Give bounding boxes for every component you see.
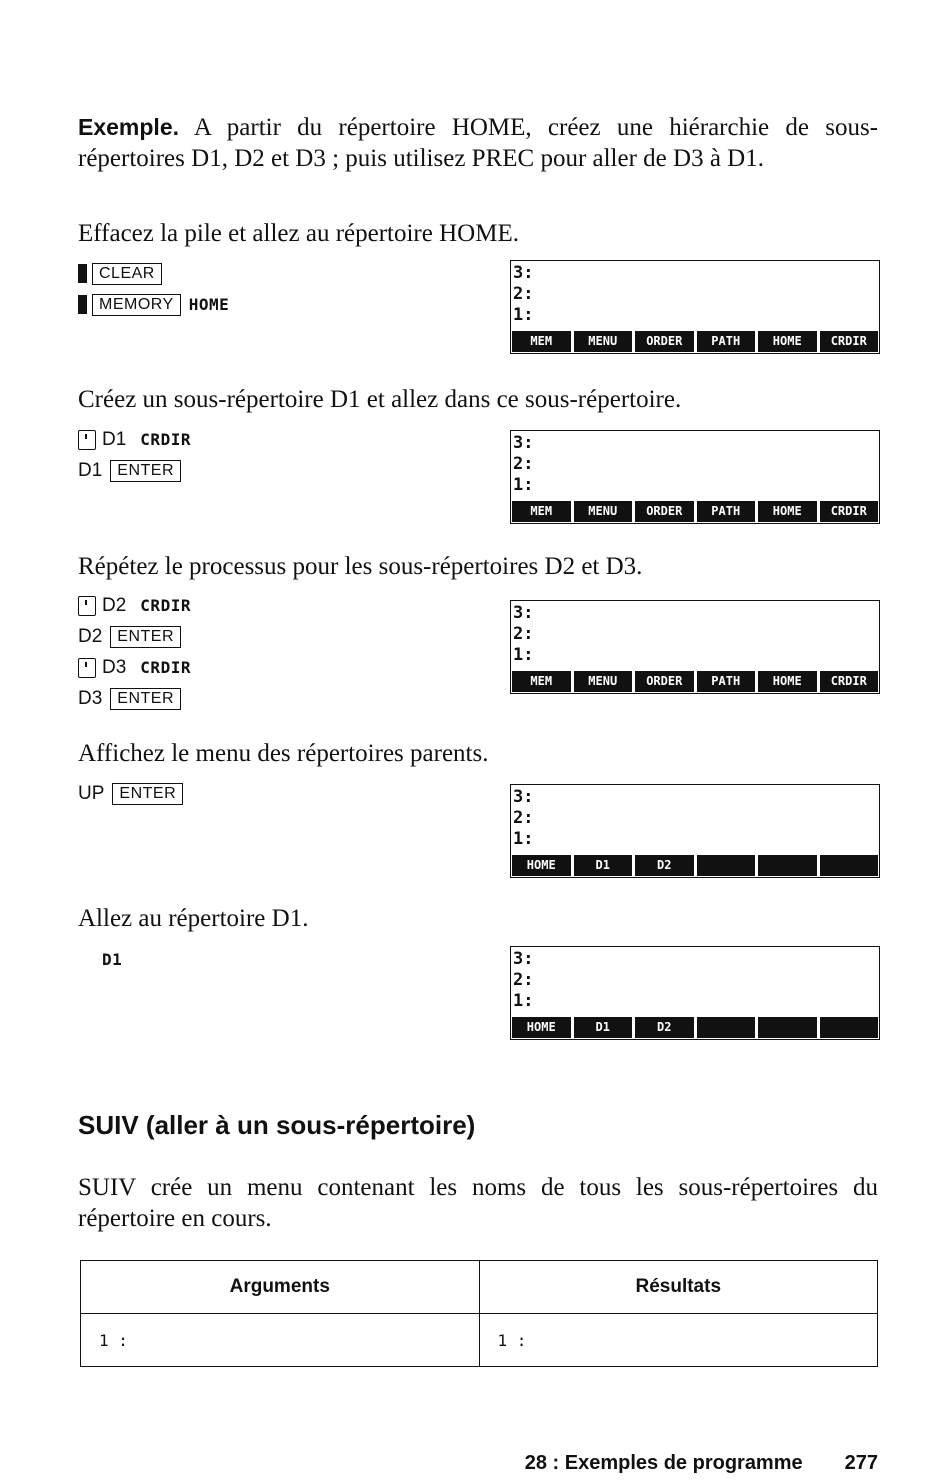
stack-level-1: 1: — [513, 475, 534, 495]
step-3-instruction: Répétez le processus pour les sous-répertoires D2 et D3. — [78, 553, 643, 580]
calculator-screen — [510, 260, 880, 354]
table-row — [81, 1314, 878, 1367]
soft-key: ORDER — [635, 671, 694, 692]
stack-level-2: 2: — [513, 454, 534, 474]
soft-key: ORDER — [635, 331, 694, 352]
soft-key: D1 — [574, 855, 633, 876]
stack-level-3: 3: — [513, 949, 534, 969]
keystroke-line — [78, 590, 191, 621]
soft-key: MENU — [574, 501, 633, 522]
example-lead: Exemple. — [78, 114, 179, 140]
memory-key: MEMORY — [92, 294, 181, 316]
keystroke-line — [78, 683, 191, 714]
stack-level-2: 2: — [513, 808, 534, 828]
typed-text: D3 — [102, 656, 127, 678]
soft-key: PATH — [697, 671, 756, 692]
menu-key-label: CRDIR — [140, 596, 191, 615]
soft-key: D2 — [635, 1017, 694, 1038]
stack-level-3: 3: — [513, 433, 534, 453]
soft-key: MEM — [512, 501, 571, 522]
menu-key-label: HOME — [188, 295, 230, 314]
typed-text: D1 — [78, 459, 103, 481]
stack-level-2: 2: — [513, 284, 534, 304]
soft-key: D2 — [635, 855, 694, 876]
step-4-instruction: Affichez le menu des répertoires parents. — [78, 740, 489, 767]
stack-level-2: 2: — [513, 970, 534, 990]
enter-key: ENTER — [110, 460, 181, 482]
soft-key: MEM — [512, 671, 571, 692]
keystroke-line — [78, 424, 191, 455]
intro-text: A partir du répertoire HOME, créez une hiérarchie de sous-répertoires D1, D2 et D3 ; puis utilisez PREC pour aller de D3 à D1. — [78, 114, 878, 172]
soft-key: HOME — [758, 671, 817, 692]
soft-key: PATH — [697, 331, 756, 352]
soft-key: CRDIR — [820, 331, 879, 352]
keystroke-line — [78, 621, 191, 652]
step-2-keys — [78, 424, 191, 486]
stack-level-2: 2: — [513, 624, 534, 644]
soft-key: MENU — [574, 331, 633, 352]
soft-menu-bar — [512, 1017, 878, 1038]
enter-key: ENTER — [110, 688, 181, 710]
calculator-screen — [510, 784, 880, 878]
clear-key: CLEAR — [92, 263, 162, 285]
results-header: Résultats — [479, 1261, 878, 1314]
menu-key-label: D1 — [102, 950, 123, 969]
soft-key: MENU — [574, 671, 633, 692]
section-heading: SUIV (aller à un sous-répertoire) — [78, 1110, 476, 1140]
step-1-instruction: Effacez la pile et allez au répertoire HOME. — [78, 220, 519, 247]
typed-text: D2 — [78, 625, 103, 647]
page-number: 277 — [844, 1452, 878, 1474]
result-cell: 1 : — [479, 1314, 878, 1367]
stack-level-1: 1: — [513, 829, 534, 849]
stack-level-1: 1: — [513, 645, 534, 665]
soft-menu-bar — [512, 671, 878, 692]
calculator-screen — [510, 600, 880, 694]
keystroke-line — [78, 289, 229, 320]
soft-key — [697, 855, 756, 876]
soft-key: HOME — [758, 331, 817, 352]
calculator-screen — [510, 946, 880, 1040]
soft-menu-bar — [512, 855, 878, 876]
keystroke-line — [78, 455, 191, 486]
chapter-title: 28 : Exemples de programme — [524, 1452, 803, 1474]
stack-level-1: 1: — [513, 991, 534, 1011]
arguments-header: Arguments — [81, 1261, 480, 1314]
keystroke-line — [78, 652, 191, 683]
soft-key: PATH — [697, 501, 756, 522]
intro-paragraph — [78, 112, 878, 174]
soft-key — [758, 1017, 817, 1038]
menu-key-label: CRDIR — [140, 430, 191, 449]
calculator-screen — [510, 430, 880, 524]
arguments-results-table — [80, 1260, 878, 1367]
stack-level-3: 3: — [513, 603, 534, 623]
stack-level-3: 3: — [513, 787, 534, 807]
enter-key: ENTER — [112, 783, 183, 805]
step-1-keys — [78, 258, 229, 320]
soft-key: HOME — [758, 501, 817, 522]
typed-text: D1 — [102, 428, 127, 450]
tick-key-icon — [78, 658, 96, 678]
soft-key: CRDIR — [820, 501, 879, 522]
keystroke-line — [78, 258, 229, 289]
step-2-instruction: Créez un sous-répertoire D1 et allez dans ce sous-répertoire. — [78, 386, 682, 413]
stack-level-3: 3: — [513, 263, 534, 283]
soft-key: HOME — [512, 1017, 571, 1038]
left-shift-key-icon — [78, 295, 87, 314]
soft-menu-bar — [512, 501, 878, 522]
step-5-instruction: Allez au répertoire D1. — [78, 905, 309, 932]
soft-key: ORDER — [635, 501, 694, 522]
keystroke-line — [78, 944, 122, 975]
soft-key — [820, 1017, 879, 1038]
step-4-keys — [78, 778, 183, 809]
typed-text: D3 — [78, 687, 103, 709]
typed-text: D2 — [102, 594, 127, 616]
tick-key-icon — [78, 596, 96, 616]
typed-text: UP — [78, 782, 105, 804]
argument-cell: 1 : — [81, 1314, 480, 1367]
step-3-keys — [78, 590, 191, 714]
soft-key — [697, 1017, 756, 1038]
page-footer — [525, 1452, 878, 1475]
soft-key — [820, 855, 879, 876]
keystroke-line — [78, 778, 183, 809]
table-header-row — [81, 1261, 878, 1314]
stack-level-1: 1: — [513, 305, 534, 325]
soft-key: D1 — [574, 1017, 633, 1038]
soft-key: HOME — [512, 855, 571, 876]
step-5-keys — [78, 944, 122, 975]
soft-key: CRDIR — [820, 671, 879, 692]
soft-key — [758, 855, 817, 876]
left-shift-key-icon — [78, 264, 87, 283]
enter-key: ENTER — [110, 626, 181, 648]
menu-key-label: CRDIR — [140, 658, 191, 677]
section-paragraph: SUIV crée un menu contenant les noms de tous les sous-répertoires du répertoire en cours. — [78, 1174, 878, 1232]
tick-key-icon — [78, 430, 96, 450]
soft-menu-bar — [512, 331, 878, 352]
soft-key: MEM — [512, 331, 571, 352]
